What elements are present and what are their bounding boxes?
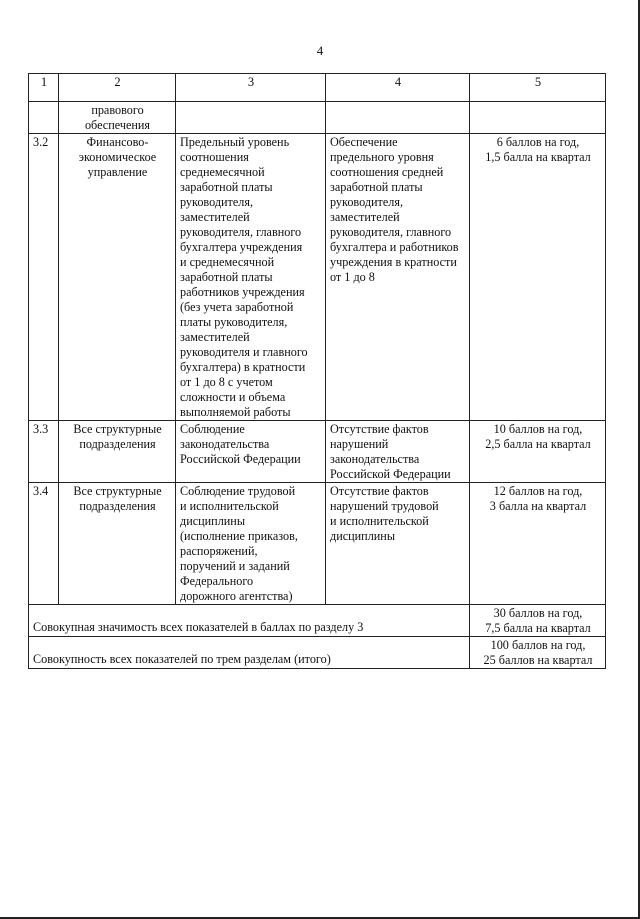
- text-line: Российской Федерации: [180, 452, 301, 466]
- header-row: [29, 74, 606, 102]
- criterion-cell: [326, 134, 470, 421]
- text-line: правового: [91, 103, 144, 117]
- table-row: [29, 134, 606, 421]
- text-line: подразделения: [79, 499, 156, 513]
- score-cell: [470, 421, 606, 483]
- unit-cell: [59, 102, 176, 134]
- unit-cell: [59, 421, 176, 483]
- text-line: бухгалтера учреждения: [180, 240, 303, 254]
- text-line: 25 баллов на квартал: [483, 653, 593, 667]
- text-line: от 1 до 8 с учетом: [180, 375, 273, 389]
- page-number: 4: [316, 43, 324, 58]
- text-line: дорожного агентства): [180, 589, 293, 603]
- text-line: Все структурные: [73, 422, 162, 436]
- table-row: [29, 421, 606, 483]
- indicator-cell: [176, 483, 326, 605]
- num-cell: 3.3: [29, 421, 59, 483]
- text-line: 3 балла на квартал: [489, 499, 587, 513]
- num-cell: 3.2: [29, 134, 59, 421]
- header-cell: 5: [470, 74, 606, 102]
- unit-cell: [59, 134, 176, 421]
- total-row-section: [29, 605, 606, 637]
- text-line: 2,5 балла на квартал: [485, 437, 591, 451]
- text-line: (исполнение приказов,: [180, 529, 298, 543]
- text-line: заработной платы: [330, 180, 423, 194]
- text-line: Федерального: [180, 574, 254, 588]
- indicator-cell: [176, 421, 326, 483]
- text-line: руководителя, главного: [330, 225, 452, 239]
- header-cell: 4: [326, 74, 470, 102]
- text-line: обеспечения: [84, 118, 151, 132]
- indicator-cell: [176, 102, 326, 134]
- table-row: [29, 483, 606, 605]
- header-cell: 1: [29, 74, 59, 102]
- text-line: дисциплины: [180, 514, 246, 528]
- text-line: подразделения: [79, 437, 156, 451]
- text-line: 30 баллов на год,: [493, 606, 583, 620]
- indicators-table: [28, 73, 606, 669]
- text-line: 7,5 балла на квартал: [485, 621, 591, 635]
- header-cell: 2: [59, 74, 176, 102]
- header-cell: 3: [176, 74, 326, 102]
- text-line: Соблюдение: [180, 422, 245, 436]
- text-line: Все структурные: [73, 484, 162, 498]
- text-line: нарушений: [330, 437, 389, 451]
- text-line: 10 баллов на год,: [493, 422, 583, 436]
- text-line: учреждения в кратности: [330, 255, 457, 269]
- text-line: Предельный уровень: [180, 135, 290, 149]
- text-line: Финансово-: [86, 135, 149, 149]
- text-line: поручений и заданий: [180, 559, 290, 573]
- text-line: управление: [87, 165, 148, 179]
- text-line: Отсутствие фактов: [330, 484, 429, 498]
- text-line: работников учреждения: [180, 285, 305, 299]
- text-line: среднемесячной: [180, 165, 265, 179]
- num-cell: 3.4: [29, 483, 59, 605]
- total-score: [470, 637, 606, 669]
- text-line: соотношения: [180, 150, 249, 164]
- text-line: руководителя и главного: [180, 345, 308, 359]
- text-line: нарушений трудовой: [330, 499, 439, 513]
- text-line: заработной платы: [180, 270, 273, 284]
- criterion-cell: [326, 483, 470, 605]
- text-line: 1,5 балла на квартал: [485, 150, 591, 164]
- total-label: Совокупность всех показателей по трем разделам (итого): [29, 637, 470, 669]
- num-cell: [29, 102, 59, 134]
- text-line: Соблюдение трудовой: [180, 484, 296, 498]
- total-row-overall: [29, 637, 606, 669]
- text-line: платы руководителя,: [180, 315, 288, 329]
- text-line: заместителей: [330, 210, 400, 224]
- text-line: руководителя, главного: [180, 225, 302, 239]
- text-line: и исполнительской: [330, 514, 429, 528]
- text-line: заработной платы: [180, 180, 273, 194]
- criterion-cell: [326, 421, 470, 483]
- score-cell: [470, 483, 606, 605]
- text-line: 12 баллов на год,: [493, 484, 583, 498]
- text-line: Отсутствие фактов: [330, 422, 429, 436]
- text-line: законодательства: [330, 452, 420, 466]
- unit-cell: [59, 483, 176, 605]
- text-line: и среднемесячной: [180, 255, 275, 269]
- text-line: распоряжений,: [180, 544, 258, 558]
- text-line: и исполнительской: [180, 499, 279, 513]
- text-line: от 1 до 8: [330, 270, 375, 284]
- text-line: руководителя,: [330, 195, 404, 209]
- text-line: бухгалтера и работников: [330, 240, 459, 254]
- text-line: законодательства: [180, 437, 270, 451]
- text-line: 100 баллов на год,: [490, 638, 586, 652]
- total-score: [470, 605, 606, 637]
- text-line: заместителей: [180, 210, 250, 224]
- text-line: дисциплины: [330, 529, 396, 543]
- indicator-cell: [176, 134, 326, 421]
- text-line: бухгалтера) в кратности: [180, 360, 306, 374]
- text-line: заместителей: [180, 330, 250, 344]
- score-cell: [470, 102, 606, 134]
- text-line: Российской Федерации: [330, 467, 451, 481]
- text-line: сложности и объема: [180, 390, 286, 404]
- text-line: Обеспечение: [330, 135, 398, 149]
- text-line: соотношения средней: [330, 165, 444, 179]
- text-line: 6 баллов на год,: [496, 135, 580, 149]
- total-label: Совокупная значимость всех показателей в баллах по разделу 3: [29, 605, 470, 637]
- text-line: экономическое: [78, 150, 157, 164]
- continuation-row: [29, 102, 606, 134]
- score-cell: [470, 134, 606, 421]
- text-line: (без учета заработной: [180, 300, 294, 314]
- text-line: выполняемой работы: [180, 405, 291, 419]
- criterion-cell: [326, 102, 470, 134]
- text-line: предельного уровня: [330, 150, 434, 164]
- text-line: руководителя,: [180, 195, 254, 209]
